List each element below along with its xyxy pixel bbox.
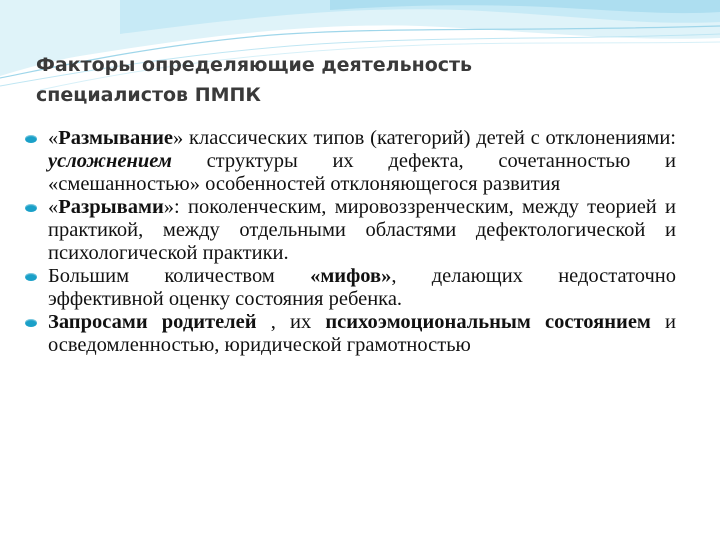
- bullet-text: «: [48, 196, 59, 218]
- bullet-term: Размывание: [58, 127, 173, 149]
- bullet-marker-icon: [25, 319, 37, 327]
- bullet-text: и осведомленностью, юридической грамотностью: [48, 311, 676, 356]
- bullet-text: » классических типов (категорий) детей с отклонениями:: [172, 127, 676, 149]
- bullet-term: Запросами родителей: [48, 311, 257, 333]
- slide-title-line-2: специалистов ПМПК: [36, 84, 261, 106]
- bullet-text: , делающих недостаточно эффективной оценку состояния ребенка.: [48, 265, 676, 310]
- bullet-text: структуры их дефекта, сочетанностью и «смешанностью» особенностей отклоняющегося развития: [48, 150, 676, 195]
- bullet-text: »: поколенческим, мировоззренческим, между теорией и практикой, между отдельными областями дефектологической и психологической практики.: [48, 196, 676, 264]
- bullet-list: [24, 127, 676, 357]
- bullet-term-italic: усложнением: [48, 150, 172, 172]
- bullet-marker-icon: [25, 135, 37, 143]
- bullet-text: , их: [256, 311, 326, 333]
- bullet-term: психоэмоциональным состоянием: [325, 311, 651, 333]
- bullet-item-gaps: [24, 196, 676, 265]
- bullet-item-parents: [24, 311, 676, 357]
- bullet-marker-icon: [25, 273, 37, 281]
- bullet-term: Разрывами: [58, 196, 164, 218]
- slide-title-line-1: Факторы определяющие деятельность: [36, 54, 473, 76]
- slide-title: [36, 50, 676, 110]
- bullet-term: «мифов»: [310, 265, 392, 287]
- bullet-text: Большим количеством: [48, 265, 311, 287]
- bullet-item-blurring: [24, 127, 676, 196]
- bullet-marker-icon: [25, 204, 37, 212]
- bullet-item-myths: [24, 265, 676, 311]
- bullet-text: «: [48, 127, 59, 149]
